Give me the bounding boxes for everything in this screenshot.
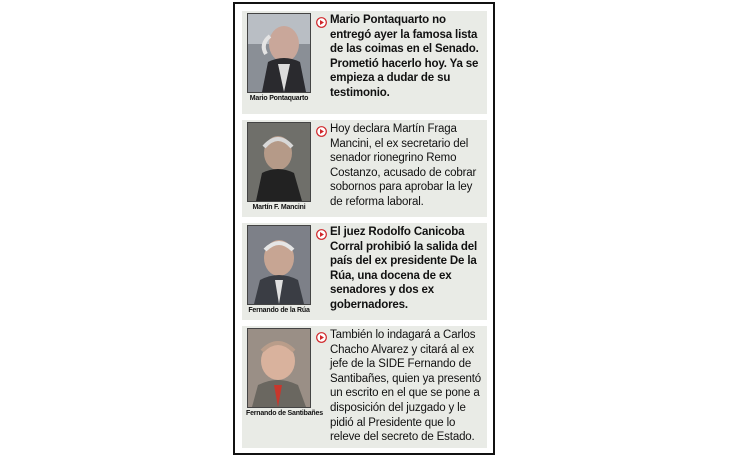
- news-item-text: Mario Pontaquarto no entregó ayer la famosa lista de las coimas en el Senado. Prometió hacerlo hoy. Ya se empieza a dudar de su testimonio.: [330, 14, 479, 99]
- portrait-photo: [247, 122, 311, 202]
- news-item-text: También lo indagará a Carlos Chacho Alvarez y citará al ex jefe de la SIDE Fernando de Santibañes, quien ya presentó un escrito en el que se pone a disposición del juzgado y le pidió al Presidente que lo releve del secreto de Estado.: [330, 329, 482, 444]
- news-item-text: El juez Rodolfo Canicoba Corral prohibió la salida del país del ex presidente De la Rúa, una docena de ex senadores y dos ex gobernadores.: [330, 226, 478, 311]
- portrait-caption: Martín F. Mancini: [252, 204, 306, 211]
- portrait-caption: Fernando de Santibañes: [246, 410, 323, 417]
- play-arrow-circle-icon: [316, 332, 327, 343]
- portrait-caption: Mario Pontaquarto: [249, 95, 309, 102]
- news-summary-panel: [233, 2, 495, 455]
- portrait-caption: Fernando de la Rúa: [248, 307, 310, 314]
- play-arrow-circle-icon: [316, 17, 327, 28]
- portrait-photo: [247, 328, 311, 408]
- portrait: [246, 13, 312, 101]
- news-item: [242, 120, 487, 217]
- portrait: [246, 328, 323, 417]
- play-arrow-circle-icon: [316, 229, 327, 240]
- news-item: [242, 11, 487, 114]
- news-item-text: Hoy declara Martín Fraga Mancini, el ex secretario del senador rionegrino Remo Costanzo, acusado de cobrar sobornos para aprobar la ley de reforma laboral.: [330, 123, 477, 208]
- news-item: [242, 326, 487, 448]
- news-item: [242, 223, 487, 320]
- portrait-photo: [247, 13, 311, 93]
- portrait-photo: [247, 225, 311, 305]
- portrait: [246, 122, 312, 210]
- play-arrow-circle-icon: [316, 126, 327, 137]
- portrait: [246, 225, 312, 313]
